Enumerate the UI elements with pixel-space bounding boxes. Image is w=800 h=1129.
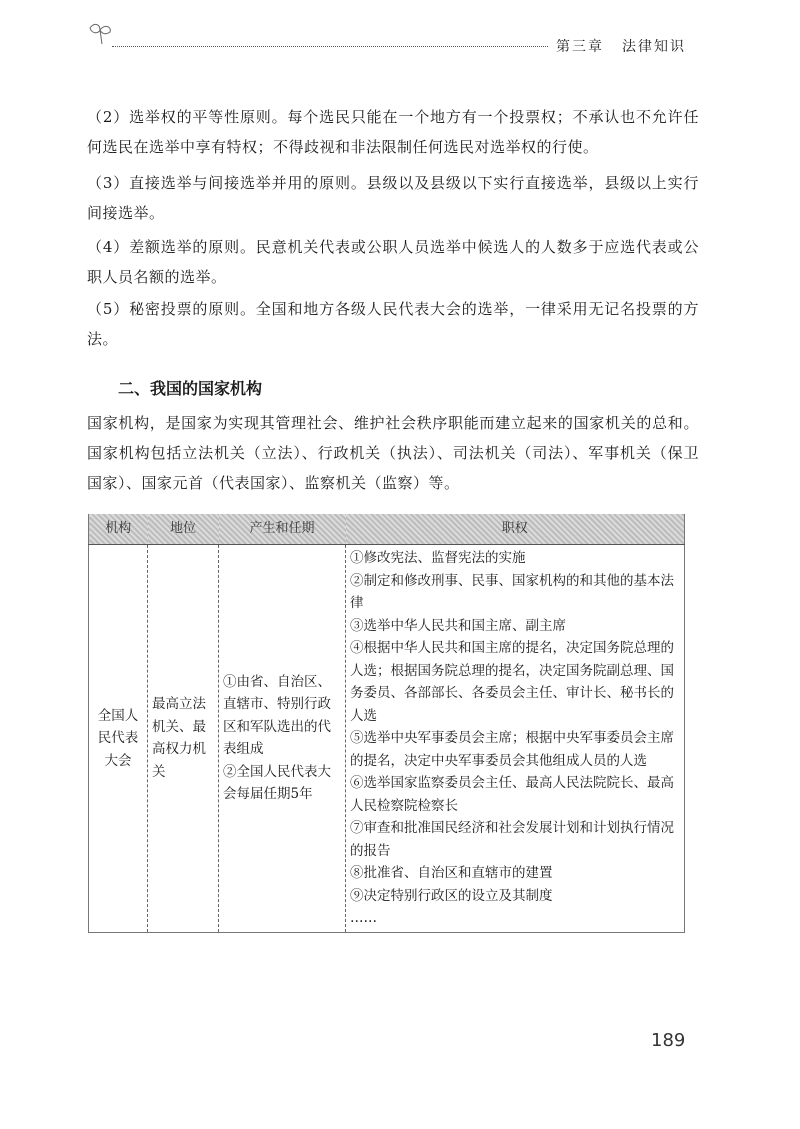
header-status: 地位	[148, 514, 219, 545]
powers-list	[350, 547, 680, 930]
power-item: ……	[350, 910, 377, 926]
power-item: ④根据中华人民共和国主席的提名，决定国务院总理的人选；根据国务院总理的提名，决定国务院副总理、国务委员、各部部长、各委员会主任、审计长、秘书长的人选	[350, 640, 674, 724]
power-item: ⑨决定特别行政区的设立及其制度	[350, 887, 553, 904]
header-powers: 职权	[346, 514, 685, 545]
power-item: ⑧批准省、自治区和直辖市的建置	[350, 865, 553, 881]
leaf-ornament-icon	[86, 22, 116, 46]
power-item: ⑤选举中央军事委员会主席；根据中央军事委员会主席的提名，决定中央军事委员会其他组成人员的人选	[350, 730, 674, 769]
section-intro: 国家机构，是国家为实现其管理社会、维护社会秩序职能而建立起来的国家机关的总和。国家机构包括立法机关（立法）、行政机关（执法）、司法机关（司法）、军事机关（保卫国家）、国家元首（代表国家）、监察机关（监察）等。	[87, 414, 699, 492]
cell-formation	[219, 545, 346, 933]
paragraph-competitive-election: （4）差额选举的原则。民意机关代表或公职人员选举中候选人的人数多于应选代表或公职人员名额的选举。	[87, 238, 699, 286]
power-item: ⑥选举国家监察委员会主任、最高人民法院院长、最高人民检察院检察长	[350, 775, 674, 814]
power-item: ①修改宪法、监督宪法的实施	[350, 550, 526, 566]
header-organ: 机构	[89, 514, 148, 545]
power-item: ⑦审查和批准国民经济和社会发展计划和计划执行情况的报告	[350, 820, 674, 859]
formation-line: ①由省、自治区、直辖市、特别行政区和军队选出的代表组成	[223, 673, 331, 758]
running-header	[556, 36, 704, 56]
power-item: ②制定和修改刑事、民事、国家机构的和其他的基本法律	[350, 572, 674, 611]
paragraph-direct-indirect-election: （3）直接选举与间接选举并用的原则。县级以及县级以下实行直接选举，县级以上实行间接选举。	[87, 174, 699, 222]
power-item: ③选举中华人民共和国主席、副主席	[350, 617, 566, 634]
paragraph-secret-ballot: （5）秘密投票的原则。全国和地方各级人民代表大会的选举，一律采用无记名投票的方法。	[87, 300, 699, 348]
cell-status: 最高立法机关、最高权力机关	[148, 545, 219, 933]
formation-line: ②全国人民代表大会每届任期5年	[223, 763, 331, 803]
formation-lines	[223, 671, 341, 806]
chapter-label: 第三章	[556, 39, 604, 55]
paragraph-equality-principle: （2）选举权的平等性原则。每个选民只能在一个地方有一个投票权；不承认也不允许任何选民在选举中享有特权；不得歧视和非法限制任何选民对选举权的行使。	[87, 108, 699, 156]
cell-organ-name: 全国人民代表大会	[89, 545, 148, 933]
header-formation: 产生和任期	[219, 514, 346, 545]
state-organs-table	[88, 514, 685, 933]
chapter-title: 法律知识	[622, 39, 686, 55]
table-header-row	[89, 514, 685, 545]
page-number: 189	[651, 1030, 686, 1051]
header-rule	[112, 46, 548, 47]
section-title: 二、我国的国家机构	[118, 379, 263, 398]
cell-powers	[346, 545, 685, 933]
table-row	[89, 545, 685, 933]
